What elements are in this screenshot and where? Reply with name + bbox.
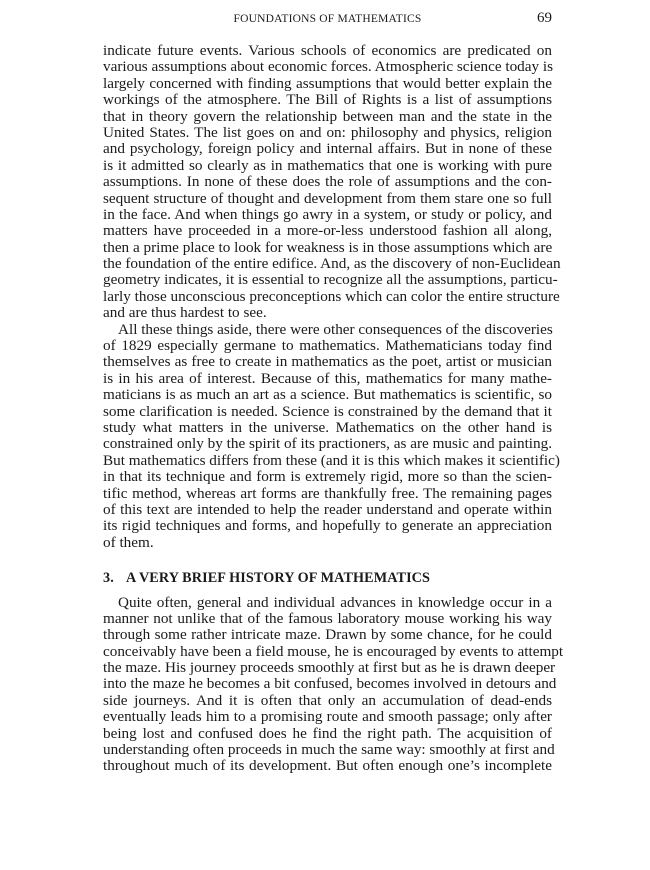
section-number: 3.	[103, 570, 114, 587]
text-line: larly those unconscious preconceptions which can color the entire structure	[103, 287, 560, 305]
text-line: that in theory govern the relationship between man and the state in the	[103, 107, 552, 125]
text-line: United States. The list goes on and on: philosophy and physics, religion	[103, 123, 552, 141]
text-line: the foundation of the entire edifice. And, as the discovery of non-Euclidean	[103, 255, 561, 273]
text-line: assumptions. In none of these does the role of assumptions and the con-	[103, 173, 552, 191]
text-line: largely concerned with finding assumptions that would better explain the	[103, 74, 552, 92]
text-line: of 1829 especially germane to mathematics. Mathematicians today find	[103, 337, 552, 355]
text-line: workings of the atmosphere. The Bill of Rights is a list of assumptions	[103, 91, 552, 109]
text-line: and are thus hardest to see.	[103, 304, 267, 322]
text-line: indicate future events. Various schools of economics are predicated on	[103, 42, 552, 59]
section-heading	[103, 570, 552, 586]
text-line: matters have proceeded in a more-or-less understood fashion all along,	[103, 222, 552, 240]
paragraph-maze	[103, 593, 564, 775]
text-line: some clarification is needed. Science is constrained by the demand that it	[103, 402, 552, 420]
text-line: All these things aside, there were other consequences of the discoveries	[118, 320, 553, 338]
text-line: understanding often proceeds in much the same way: smoothly at first and	[103, 741, 555, 759]
text-line: throughout much of its development. But often enough one’s incomplete	[103, 757, 552, 775]
text-line: is in his area of interest. Because of this, mathematics for many mathe-	[103, 369, 552, 387]
text-line: But mathematics differs from these (and it is this which makes it scientific)	[103, 451, 560, 469]
text-line: Quite often, general and individual advances in knowledge occur in a	[118, 593, 552, 611]
text-line: is it admitted so clearly as in mathematics that one is working with pure	[103, 156, 552, 174]
body-text	[103, 42, 564, 775]
section-spacer	[103, 551, 552, 570]
text-line: eventually leads him to a promising route and smooth passage; only after	[103, 708, 552, 726]
text-line: manner not unlike that of the famous laboratory mouse working his way	[103, 609, 552, 627]
text-line: in that its technique and form is extremely rigid, more so than the scien-	[103, 468, 552, 486]
text-line: constrained only by the spirit of its practioners, as are music and painting.	[103, 435, 552, 453]
text-line: maticians is as much an art as a science. But mathematics is scientific, so	[103, 386, 552, 404]
text-line: themselves as free to create in mathematics as the poet, artist or musician	[103, 353, 552, 371]
text-line: side journeys. And it is often that only an accumulation of dead-ends	[103, 691, 552, 709]
paragraph-assumptions	[103, 42, 561, 322]
text-line: through some rather intricate maze. Drawn by some chance, for he could	[103, 626, 552, 644]
section-title: A VERY BRIEF HISTORY OF MATHEMATICS	[126, 570, 431, 587]
text-line: then a prime place to look for weakness is in those assumptions which are	[103, 238, 553, 256]
text-line: its rigid techniques and forms, and hopefully to generate an appreciation	[103, 517, 552, 535]
page-number: 69	[537, 10, 552, 26]
text-line: conceivably have been a field mouse, he is encouraged by events to attempt	[103, 642, 564, 660]
text-line: of this text are intended to help the reader understand and operate within	[103, 500, 552, 518]
text-line: study what matters in the universe. Mathematics on the other hand is	[103, 418, 552, 436]
text-line: various assumptions about economic forces. Atmospheric science today is	[103, 58, 554, 76]
text-line: sequent structure of thought and development from them stare one so full	[103, 189, 552, 207]
running-title: FOUNDATIONS OF MATHEMATICS	[233, 13, 422, 25]
text-line: the maze. His journey proceeds smoothly at first but as he is drawn deeper	[103, 659, 556, 677]
paragraph-consequences	[103, 320, 560, 551]
running-head	[103, 10, 552, 28]
text-line: and psychology, foreign policy and internal affairs. But in none of these	[103, 140, 552, 158]
text-line: in the face. And when things go awry in a system, or study or policy, and	[103, 205, 552, 223]
text-line: of them.	[103, 533, 154, 551]
text-line: geometry indicates, it is essential to recognize all the assumptions, particu-	[103, 271, 558, 289]
text-line: into the maze he becomes a bit confused, becomes involved in detours and	[103, 675, 557, 693]
text-line: tific method, whereas art forms are thankfully free. The remaining pages	[103, 484, 552, 502]
text-line: being lost and confused does he find the right path. The acquisition of	[103, 724, 552, 742]
